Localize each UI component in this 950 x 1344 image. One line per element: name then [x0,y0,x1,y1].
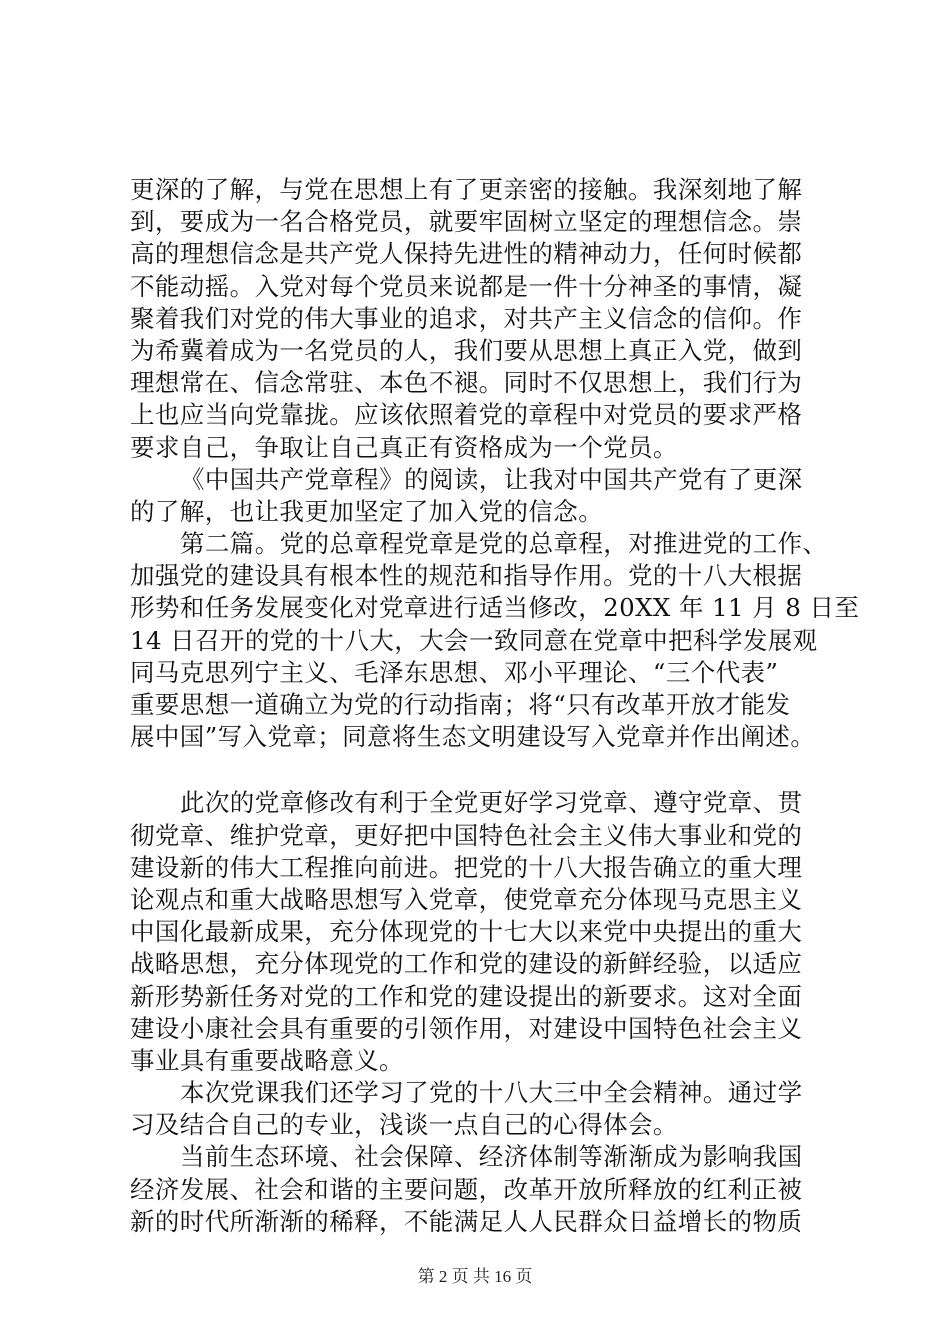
body-text [130,174,860,1238]
text-line: 聚着我们对党的伟大事业的追求，对共产主义信念的信仰。作 [130,303,803,333]
text-line: 当前生态环境、社会保障、经济体制等渐渐成为影响我国 [180,1142,803,1172]
text-line: 理想常在、信念常驻、本色不褪。同时不仅思想上，我们行为 [130,368,803,398]
text-line: 本次党课我们还学习了党的十八大三中全会精神。通过学 [180,1078,803,1108]
text-line: 建设新的伟大工程推向前进。把党的十八大报告确立的重大理 [130,852,803,882]
text-line: 的了解，也让我更加坚定了加入党的信念。 [130,496,604,526]
text-line: 上也应当向党靠拢。应该依照着党的章程中对党员的要求严格 [130,400,803,430]
text-line: 新的时代所渐渐的稀释，不能满足人人民群众日益增长的物质 [130,1206,803,1236]
text-line: 高的理想信念是共产党人保持先进性的精神动力，任何时候都 [130,239,803,269]
text-line: 论观点和重大战略思想写入党章，使党章充分体现马克思主义 [130,884,803,914]
text-line: 《中国共产党章程》的阅读，让我对中国共产党有了更深 [180,464,803,494]
text-line: 新形势新任务对党的工作和党的建设提出的新要求。这对全面 [130,981,803,1011]
text-line: 要求自己，争取让自己真正有资格成为一个党员。 [130,432,678,462]
text-line: 为希冀着成为一名党员的人，我们要从思想上真正入党，做到 [130,335,803,365]
text-line: 中国化最新成果，充分体现党的十七大以来党中央提出的重大 [130,917,803,947]
text-line [130,753,830,787]
text-line: 展中国”写入党章；同意将生态文明建设写入党章并作出阐述。 [130,722,816,752]
text-line: 彻党章、维护党章，更好把中国特色社会主义伟大事业和党的 [130,820,803,850]
text-line: 重要思想一道确立为党的行动指南；将“只有改革开放才能发 [130,690,791,719]
text-line: 此次的党章修改有利于全党更好学习党章、遵守党章、贯 [180,788,803,818]
text-line: 事业具有重要战略意义。 [130,1045,404,1075]
text-line: 同马克思列宁主义、毛泽东思想、邓小平理论、“三个代表” [130,657,779,687]
text-line: 习及结合自己的专业，浅谈一点自己的心得体会。 [130,1110,678,1140]
text-line: 第二篇。党的总章程党章是党的总章程，对推进党的工作、 [180,529,828,559]
page-footer: 第 2 页 共 16 页 [417,1267,533,1286]
text-line: 形势和任务发展变化对党章进行适当修改，20XX 年 11 月 8 日至 [130,593,860,623]
text-line: 更深的了解，与党在思想上有了更亲密的接触。我深刻地了解 [130,175,803,204]
text-line: 建设小康社会具有重要的引领作用，对建设中国特色社会主义 [130,1013,803,1043]
text-line: 加强党的建设具有根本性的规范和指导作用。党的十八大根据 [130,561,803,591]
text-line: 战略思想，充分体现党的工作和党的建设的新鲜经验，以适应 [130,949,803,979]
text-line: 到，要成为一名合格党员，就要牢固树立坚定的理想信念。崇 [130,207,803,237]
text-line: 14 日召开的党的十八大，大会一致同意在党章中把科学发展观 [130,625,818,655]
text-line: 不能动摇。入党对每个党员来说都是一件十分神圣的事情，凝 [130,271,803,301]
text-line: 经济发展、社会和谐的主要问题，改革开放所释放的红利正被 [130,1174,803,1204]
